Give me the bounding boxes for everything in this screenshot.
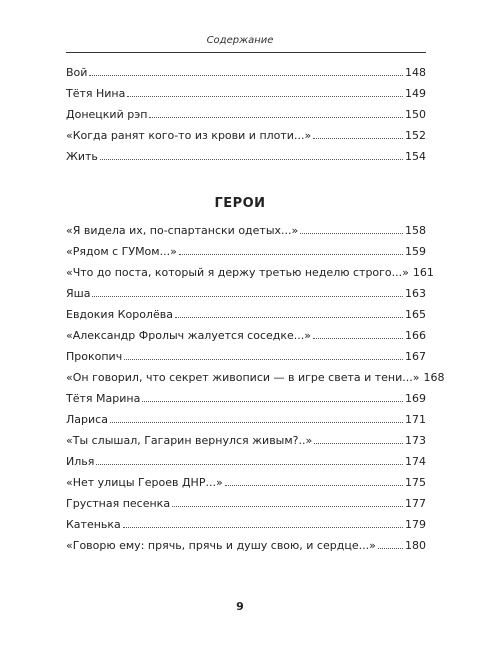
toc-entry-title: Грустная песенка [66, 497, 171, 510]
toc-entry-title: Тётя Марина [66, 392, 141, 405]
toc-entry-page: 148 [405, 66, 426, 79]
section-title: ГЕРОИ [214, 196, 266, 211]
toc-entry-page: 171 [405, 413, 426, 426]
page-number: 9 [236, 600, 244, 613]
toc-entry-page: 173 [405, 434, 426, 447]
header-rule [66, 52, 426, 53]
toc-leader-dots [179, 254, 403, 255]
toc-entry-title: «Рядом с ГУМом...» [66, 245, 177, 258]
toc-entry-page: 150 [405, 108, 426, 121]
toc-entry[interactable] [66, 125, 426, 146]
toc-leader-dots [110, 422, 403, 423]
toc-leader-dots [300, 233, 403, 234]
toc-leader-dots [89, 75, 403, 76]
toc-leader-dots [100, 159, 403, 160]
toc-entry[interactable] [66, 283, 426, 304]
toc-leader-dots [313, 138, 403, 139]
toc-entry-page: 161 [412, 266, 434, 279]
toc-leader-dots [313, 338, 403, 339]
toc-entry[interactable] [66, 83, 426, 104]
toc-entry[interactable] [66, 62, 426, 83]
toc-entry-page: 159 [405, 245, 426, 258]
toc-entry[interactable] [66, 409, 426, 430]
toc-entry-page: 174 [405, 455, 426, 468]
toc-entry-page: 163 [405, 287, 426, 300]
toc-entry[interactable] [66, 146, 426, 167]
toc-entry[interactable] [66, 493, 426, 514]
toc-entry-title: «Я видела их, по-спартански одетых...» [66, 224, 299, 237]
toc-entry[interactable] [66, 346, 426, 367]
toc-entry-title: Прокопич [66, 350, 123, 363]
toc-entry-page: 165 [405, 308, 426, 321]
toc-entry-title: Илья [66, 455, 95, 468]
running-head: Содержание [206, 35, 274, 46]
toc-leader-dots [96, 464, 403, 465]
toc-entry-page: 166 [405, 329, 426, 342]
toc-entry[interactable] [66, 388, 426, 409]
toc-leader-dots [142, 401, 403, 402]
toc-entry-page: 167 [405, 350, 426, 363]
toc-entry[interactable] [66, 367, 445, 388]
toc-entry-page: 175 [405, 476, 426, 489]
toc-entry-title: Катенька [66, 518, 121, 531]
toc-entry[interactable] [66, 104, 426, 125]
toc-entry[interactable] [66, 262, 434, 283]
toc-entry-page: 158 [405, 224, 426, 237]
toc-entry[interactable] [66, 430, 426, 451]
toc-leader-dots [378, 548, 403, 549]
toc-entry-page: 169 [405, 392, 426, 405]
toc-entry[interactable] [66, 451, 426, 472]
toc-entry-page: 152 [405, 129, 426, 142]
toc-entry-title: Тётя Нина [66, 87, 126, 100]
toc-entry-title: «Ты слышал, Гагарин вернулся живым?..» [66, 434, 313, 447]
toc-entry-title: «Говорю ему: прячь, прячь и душу свою, и сердце...» [66, 539, 376, 552]
toc-entry-page: 180 [405, 539, 426, 552]
toc-entry-title: «Что до поста, который я держу третью неделю строго...» [66, 266, 409, 279]
toc-entry-page: 168 [423, 371, 445, 384]
toc-entry-page: 154 [405, 150, 426, 163]
toc-leader-dots [172, 506, 403, 507]
toc-entry-title: Жить [66, 150, 98, 163]
toc-entry[interactable] [66, 220, 426, 241]
toc-entry[interactable] [66, 304, 426, 325]
toc-leader-dots [127, 96, 403, 97]
toc-entry[interactable] [66, 325, 426, 346]
toc-entry[interactable] [66, 514, 426, 535]
toc-entry-title: Вой [66, 66, 88, 79]
toc-leader-dots [314, 443, 403, 444]
toc-entry-title: «Нет улицы Героев ДНР...» [66, 476, 223, 489]
toc-entry-title: Лариса [66, 413, 108, 426]
toc-entry-title: Яша [66, 287, 91, 300]
toc-entry-title: «Александр Фролыч жалуется соседке...» [66, 329, 312, 342]
toc-entry-page: 179 [405, 518, 426, 531]
toc-entry[interactable] [66, 535, 426, 556]
toc-entry-title: «Когда ранят кого-то из крови и плоти...» [66, 129, 312, 142]
toc-entry-title: «Он говорил, что секрет живописи — в игре света и тени...» [66, 371, 420, 384]
toc-leader-dots [124, 359, 403, 360]
toc-entry-title: Евдокия Королёва [66, 308, 173, 321]
toc-entry[interactable] [66, 472, 426, 493]
toc-list-heroes [66, 220, 445, 556]
toc-leader-dots [123, 527, 403, 528]
toc-leader-dots [149, 117, 403, 118]
toc-leader-dots [225, 485, 403, 486]
toc-entry[interactable] [66, 241, 426, 262]
toc-entry-page: 149 [405, 87, 426, 100]
toc-leader-dots [175, 317, 403, 318]
toc-entry-title: Донецкий рэп [66, 108, 148, 121]
toc-list-top [66, 62, 426, 167]
toc-leader-dots [92, 296, 403, 297]
toc-entry-page: 177 [405, 497, 426, 510]
